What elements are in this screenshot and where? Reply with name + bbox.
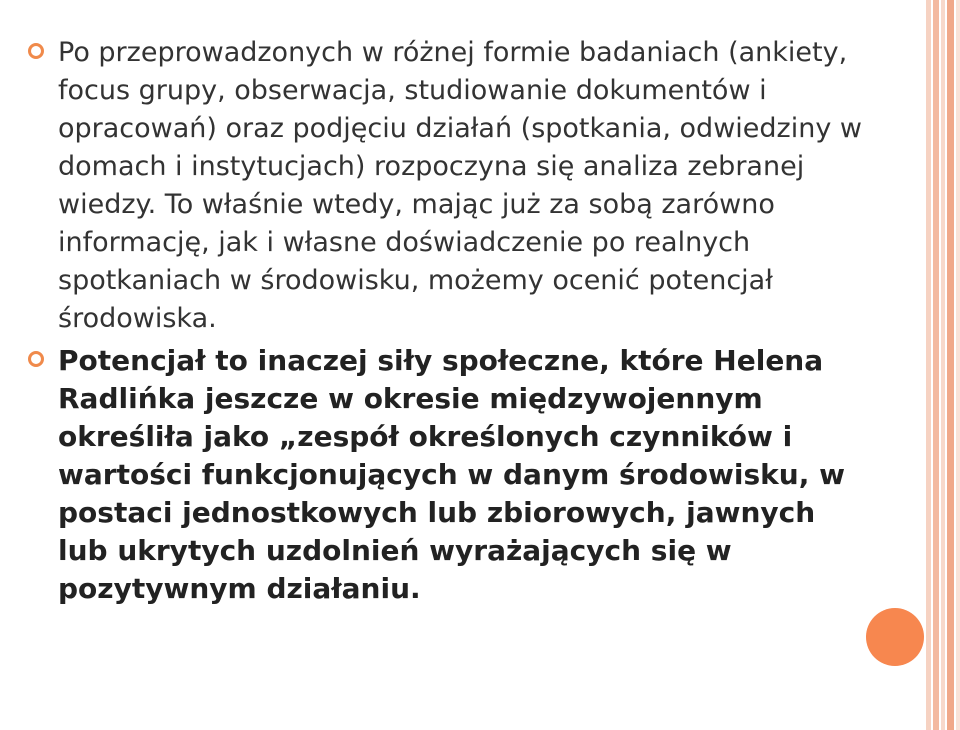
ring-bullet-icon [28,351,44,367]
bullet-paragraph-2 [28,342,868,608]
stripe [926,0,931,730]
paragraph-text: Po przeprowadzonych w różnej formie badaniach (ankiety, focus grupy, obserwacja, studiowanie dokumentów i opracowań) oraz podjęciu działań (spotkania, odwiedziny w domach i instytucjach) rozpoczyna się analiza zebranej wiedzy. To właśnie wtedy, mając już za sobą zarówno informację, jak i własne doświadczenie po realnych spotkaniach w środowisku, możemy ocenić potencjał środowiska. [58,37,862,334]
stripe [956,0,960,730]
decorative-stripes [926,0,960,730]
slide-content [28,34,868,608]
stripe [933,0,939,730]
paragraph-text: Potencjał to inaczej siły społeczne, które Helena Radlińka jeszcze w okresie międzywojennym określiła jako „zespół określonych czynników i wartości funkcjonujących w danym środowisku, w postaci jednostkowych lub zbiorowych, jawnych lub ukrytych uzdolnień wyrażających się w pozytywnym działaniu. [58,344,845,605]
bullet-paragraph-1 [28,34,868,338]
stripe [941,0,945,730]
orange-circle-decoration [866,608,924,666]
stripe [947,0,954,730]
ring-bullet-icon [28,43,44,59]
